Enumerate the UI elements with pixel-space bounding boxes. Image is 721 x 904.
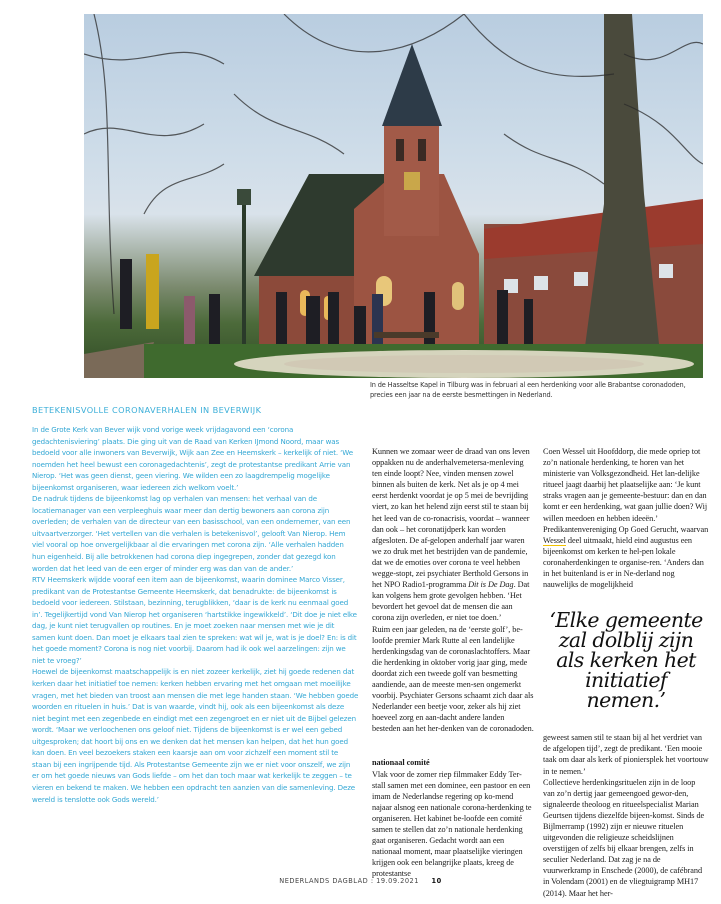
body-paragraph: Collectieve herdenkingsrituelen zijn in de loop van zo’n dertig jaar gemeengoed gewor-den, signaleerde theoloog en ritueelspecialist Marian Geurtsen tijdens diezelfde bijeen-komst. Sinds de Bijlmerramp (1992) zijn er nieuwe rituelen uitgevonden die religieuze scheidslijnen overstijgen of zelfs bij elkaar brengen, zelfs in seculier Nederland. Dat zag je na de vuurwerkramp in Enschede (2000), de cafébrand in Volendam (2001) en de vliegtuigramp MH17 (2014). Maar het her- (543, 777, 705, 898)
publication-date: 19.09.2021 (376, 877, 419, 885)
box-article (32, 424, 359, 805)
body-paragraph (543, 524, 709, 591)
body-paragraph: Ruim een jaar geleden, na de ‘eerste golf’, be-loofde premier Mark Rutte al een landelijke herdenkingsdag van de coronaslachtoffers. Maar die herdenking in oktober vorig jaar ging, mede doordat zich een tweede golf van besmetting aandiende, aan de meeste men-sen ongemerkt voorbij. Psychiater Gersons schaamt zich daar als Nederlander een beetje voor, zeker als hij ziet hoeveel zorg en aan-dacht andere landen besteden aan het her-denken van de coronadoden. (372, 624, 534, 734)
photo-caption: In de Hasseltse Kapel in Tilburg was in februari al een herdenking voor alle Brabantse coronadoden, precies een jaar na de eerste besmettingen in Nederland. (370, 381, 686, 399)
highlighted-word: Wessel (543, 535, 566, 545)
body-paragraph: geweest samen stil te staan bij al het verdriet van de afgelopen tijd’, zegt de predikant. ‘Een mooie taak om daar als kerk of pioniersplek het voortouw in te nemen.’ (543, 733, 709, 776)
article-photo (84, 14, 703, 378)
body-paragraph: Coen Wessel uit Hoofddorp, die mede opriep tot zo’n nationale herdenking, te horen van het ministerie van Volksgezondheid. Het lan-delijke ritueel jaagt daarbij het plaatselijke aan: ‘Je kunt straks vragen aan je gemeente-bestuur: dan en dan komt er een herdenking, wat gaan jullie doen? Wij willen meedoen en hebben ideeën.’ (543, 447, 708, 523)
body-text: Kunnen we zomaar weer de draad van ons leven oppakken nu de anderhalvemetersa-menleving ten einde loopt? Nee, vinden mensen zowel binnen als buiten de kerk. Net als je op 4 mei eerst herdenkt voordat je op 5 mei de bevrijding viert, zo kan het helend zijn eerst stil te staan bij het leed van de co-ronacrisis, voordat – wanneer dan ook – het coronatijdperk kan worden afgesloten. De af-gelopen anderhalf jaar waren we zo druk met het bestrijden van de pandemie, dat we de emoties over corona te veel hebben wegge-stopt, zei psychiater Berthold Gersons in het NPO Radio1-programma (372, 447, 530, 590)
article-column-right (543, 446, 709, 899)
body-text: . Dat kan volgens hem grote gevolgen hebben. ‘Het bevordert het gevoel dat de mensen die aan corona zijn overleden, er niet toe doen.’ (372, 580, 530, 623)
body-text: Predikantenvereniging Op Goed Gerucht, waarvan (543, 524, 709, 534)
page-number: 10 (431, 877, 442, 885)
program-title: Dit is De Dag (468, 580, 514, 590)
publication-name: NEDERLANDS DAGBLAD (279, 877, 369, 885)
footer-separator: : (370, 877, 374, 885)
chapel-scene-illustration (84, 14, 703, 378)
body-text: deel uitmaakt, hield eind augustus een bijeenkomst om kerken te hel-pen lokale coronaherdenkingen te organise-ren. ‘Anders dan in het buitenland is er in Ne-derland nog nauwelijks de mogelijkheid (543, 535, 704, 590)
box-paragraph: In de Grote Kerk van Bever wijk vond vorige week vrijdagavond een ‘corona gedachtenisviering’ plaats. Die ging uit van de Raad van Kerken IJmond Noord, maar was bedoeld voor alle inwoners van Beverwijk, Wijk aan Zee en Heemskerk – kerkelijk of niet. ‘We noemden het heel bewust een coronagedachtenis’, zegt de protestantse predikant Arrie van Nierop. ‘Het was geen dienst, geen viering. We wilden een zo laagdrempelig mogelijke bijeenkomst organiseren, waar iedereen zich welkom voelt.’ (32, 425, 354, 492)
box-paragraph: RTV Heemskerk wijdde vooraf een item aan de bijeenkomst, waarin dominee Marco Visser, predikant van de Protestantse Gemeente Heemskerk, dat benadrukte: de bijeenkomst is bedoeld voor iedereen. Stilstaan, bezinning, terugblikken, ‘daar is de kerk nu eenmaal goed in’. Tegelijkertijd vond Van Nierop het organiseren ‘hartstikke ingewikkeld’. ‘Dit doe je niet elke dag, je kunt niet terugvallen op routines. En je moet zoeken naar mensen met wie je dit samen kunt doen. Dan moet je elkaars taal zien te spreken: wat wil je, wat is je doel? En: is dit het goede moment? Corona is nog niet voorbij. Daarom had ik ook wel aarzelingen: zijn we niet te vroeg?’ (32, 575, 357, 665)
box-paragraph: Hoewel de bijeenkomst maatschappelijk is en niet zozeer kerkelijk, ziet hij goede redenen dat kerken daar het initiatief toe nemen: kerken hebben ervaring met het omgaan met moeilijke vragen, met het bieden van troost aan mensen die met lege handen staan. ‘We hebben goede woorden en rituelen in huis.’ Dat is van waarde, vindt hij, ook als een bijeenkomst als deze niet begint met een zegenbede en eindigt met een zegengroet en er niet uit de Bijbel gelezen wordt. ‘Maar we verloochenen ons geloof niet. Tijdens de bijeenkomst is er wel een gebed uitgesproken; dat hoort bij ons en we denken dat het mensen kan helpen, dat het hun goed kan doen. En veel bezoekers staken een kaarsje aan om voor zichzelf een moment stil te staan bij een ingrijpende tijd. Als Protestantse Gemeente zijn we er niet voor onszelf, we zijn er om het goede nieuws van Gods liefde – om het dan toch maar wat kerkelijk te zeggen – te vieren en bekend te maken. We hebben een opdracht ten aanzien van die samenleving. Deze wereld is tenslotte ook Gods wereld.’ (32, 667, 359, 804)
body-paragraph (372, 446, 534, 624)
article-column-middle (372, 446, 534, 879)
body-paragraph: Vlak voor de zomer riep filmmaker Eddy Ter-stall samen met een dominee, een pastoor en een imam de Nederlandse regering op ko-mend najaar alsnog een nationale corona-herdenking te organiseren. Het kabinet be-loofde een comité samen te stellen dat zo’n nationale herdenking gaat organiseren. Gedacht wordt aan een nationaal moment, maar plaatselijke vieringen krijgen ook een belangrijke plaats, kreeg de protestantse (372, 769, 532, 879)
box-heading: BETEKENISVOLLE CORONAVERHALEN IN BEVERWIJK (32, 405, 262, 415)
pull-quote: ‘Elke gemeente zal dolblij zijn als kerken het initiatief nemen.’ (549, 608, 703, 713)
subheading: nationaal comité (372, 758, 430, 768)
page-footer (0, 877, 721, 885)
box-paragraph: De nadruk tijdens de bijeenkomst lag op verhalen van mensen: het verhaal van de locatiemanager van een verpleeghuis waar meer dan dertig bewoners aan corona zijn overleden; de verhalen van de directeur van een basisschool, van een ondernemer, van een uitvaartverzorger. ‘Het vertellen van die verhalen is betekenisvol’, gelooft Van Nierop. Hem viel vooral op hoe onvergelijkbaar al die ervaringen met corona zijn. ‘Alle verhalen hadden hun eigenheid. Bij alle betrokkenen had corona diep ingegrepen, zonder dat gezegd kon worden dat het leed van de een erger of minder erg was dan van de ander.’ (32, 494, 351, 573)
